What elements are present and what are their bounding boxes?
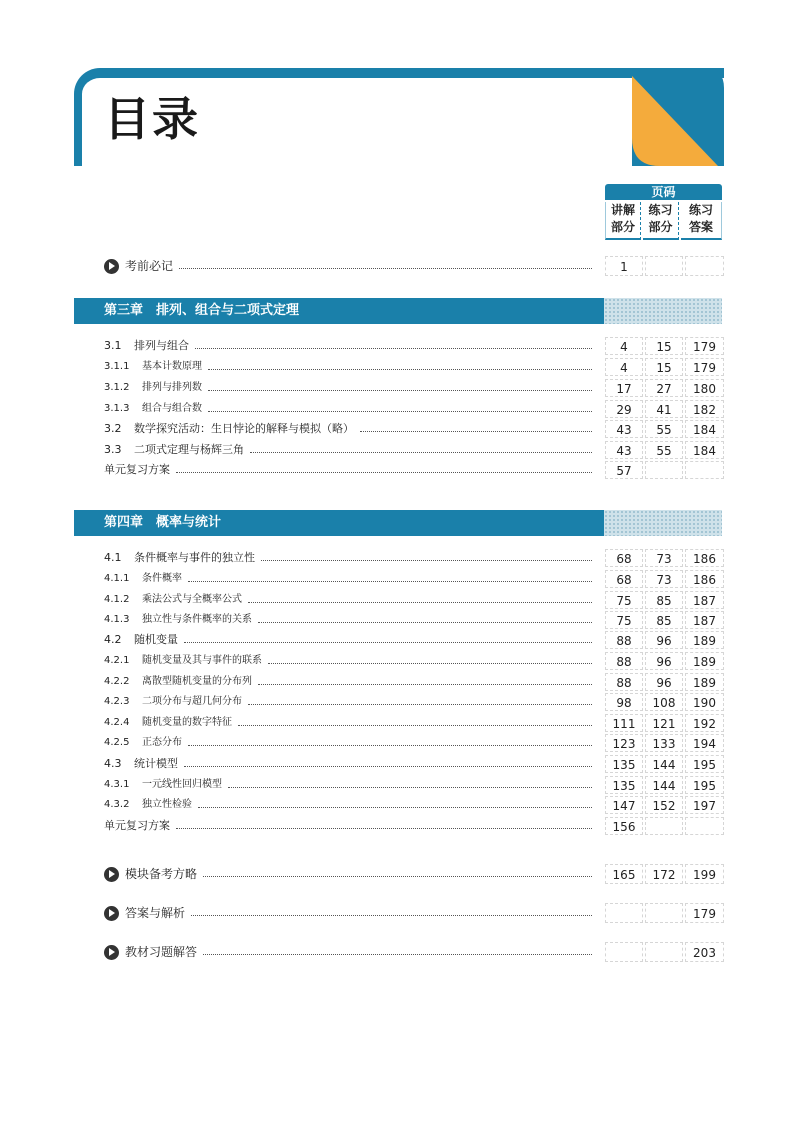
page-answer: 190: [685, 693, 724, 711]
toc-entry[interactable]: [104, 570, 722, 588]
toc-entry[interactable]: [104, 755, 722, 773]
toc-entry-label: 随机变量及其与事件的联系: [142, 655, 262, 666]
toc-entry-number: 4.3.2: [104, 799, 130, 810]
toc-entry[interactable]: [104, 358, 722, 376]
page-lecture: 4: [605, 358, 643, 376]
chapter-bar-3[interactable]: [74, 298, 722, 324]
page-practice: 73: [645, 549, 683, 567]
page-practice: 96: [645, 631, 683, 649]
toc-entry[interactable]: [104, 673, 722, 691]
page-answer: 189: [685, 631, 724, 649]
page-practice: 27: [645, 379, 683, 397]
toc-entry-label: 随机变量的数字特征: [142, 717, 232, 728]
toc-entry-number: 4.2.1: [104, 655, 130, 666]
page-practice: 108: [645, 693, 683, 711]
toc-entry[interactable]: [104, 734, 722, 752]
col-header-answers: 练习 答案: [681, 202, 722, 240]
toc-entry[interactable]: [104, 942, 722, 962]
page-practice: 144: [645, 776, 683, 794]
dot-leader: [261, 560, 592, 561]
page-lecture: [605, 903, 643, 923]
page-answer: 179: [685, 903, 724, 923]
dot-leader: [258, 622, 592, 623]
page-lecture: 88: [605, 631, 643, 649]
toc-entry[interactable]: [104, 714, 722, 732]
dot-leader: [179, 268, 592, 269]
page-practice: [645, 461, 683, 479]
page-answer: 189: [685, 673, 724, 691]
toc-entry-label: 教材习题解答: [125, 945, 198, 959]
dot-leader: [208, 390, 592, 391]
page-practice: 96: [645, 652, 683, 670]
page-lecture: 156: [605, 817, 643, 835]
page-answer: 182: [685, 400, 724, 418]
page-practice: [645, 942, 683, 962]
toc-entry[interactable]: [104, 817, 722, 835]
toc-entry-label: 正态分布: [142, 737, 182, 748]
col-header-lecture: 讲解 部分: [605, 202, 641, 240]
toc-entry[interactable]: [104, 379, 722, 397]
toc-entry-number: 4.2.5: [104, 737, 130, 748]
page-answer: 203: [685, 942, 724, 962]
toc-entry-number: 4.2.2: [104, 676, 130, 687]
page-answer: 187: [685, 611, 724, 629]
toc-entry-label: 基本计数原理: [142, 361, 202, 372]
page-lecture: 135: [605, 755, 643, 773]
page-answer: 184: [685, 441, 724, 459]
chapter-title: 第三章 排列、组合与二项式定理: [74, 298, 604, 324]
dot-leader: [184, 642, 592, 643]
dot-leader: [191, 915, 592, 916]
page-lecture: 68: [605, 549, 643, 567]
toc-entry-label: 一元线性回归模型: [142, 779, 222, 790]
toc-entry-label: 排列与排列数: [142, 382, 202, 393]
toc-entry-intro[interactable]: [104, 256, 722, 276]
toc-entry[interactable]: [104, 864, 722, 884]
toc-entry[interactable]: [104, 611, 722, 629]
page-lecture: 135: [605, 776, 643, 794]
page-practice: 144: [645, 755, 683, 773]
dot-leader: [258, 684, 592, 685]
col-header-practice: 练习 部分: [643, 202, 679, 240]
page-lecture: 147: [605, 796, 643, 814]
dot-leader: [203, 876, 592, 877]
page-answer: 195: [685, 755, 724, 773]
play-bullet-icon: [104, 945, 119, 960]
page-practice: [645, 817, 683, 835]
toc-entry-label: 统计模型: [134, 757, 178, 770]
toc-entry-label: 答案与解析: [125, 906, 186, 920]
dot-leader: [248, 704, 592, 705]
page-lecture: 4: [605, 337, 643, 355]
play-bullet-icon: [104, 906, 119, 921]
toc-entry-number: 4.1.1: [104, 573, 130, 584]
page-lecture: 98: [605, 693, 643, 711]
toc-entry-number: 4.1: [104, 551, 122, 564]
toc-entry-label: 数学探究活动：生日悖论的解释与模拟（略）: [134, 422, 354, 435]
page-answer: 179: [685, 337, 724, 355]
dot-leader: [268, 663, 592, 664]
dot-leader: [188, 581, 592, 582]
toc-entry[interactable]: [104, 903, 722, 923]
toc-entry-label: 考前必记: [125, 259, 174, 273]
toc-entry-label: 二项式定理与杨辉三角: [134, 443, 244, 456]
dot-leader: [203, 954, 592, 955]
page-answer: [685, 256, 724, 276]
toc-entry-number: 4.1.3: [104, 614, 130, 625]
toc-entry-label: 条件概率: [142, 573, 182, 584]
toc-entry-label: 乘法公式与全概率公式: [142, 594, 242, 605]
toc-entry-label: 单元复习方案: [104, 819, 170, 832]
toc-entry-number: 4.2.3: [104, 696, 130, 707]
dot-leader: [184, 766, 592, 767]
toc-entry-label: 排列与组合: [134, 339, 189, 352]
corner-decoration: [632, 68, 724, 166]
page-practice: 85: [645, 591, 683, 609]
toc-entry-number: 3.1.1: [104, 361, 130, 372]
page-answer: [685, 461, 724, 479]
toc-entry-label: 组合与组合数: [142, 403, 202, 414]
page-lecture: 17: [605, 379, 643, 397]
dot-leader: [176, 828, 592, 829]
dot-leader: [176, 472, 592, 473]
toc-entry-label: 离散型随机变量的分布列: [142, 676, 252, 687]
page-answer: 194: [685, 734, 724, 752]
chapter-pattern: [604, 298, 722, 324]
page-lecture: 29: [605, 400, 643, 418]
toc-entry[interactable]: [104, 337, 722, 355]
dot-leader: [360, 431, 592, 432]
chapter-bar-4[interactable]: [74, 510, 722, 536]
page-answer: 180: [685, 379, 724, 397]
chapter-pattern: [604, 510, 722, 536]
page-answer: 199: [685, 864, 724, 884]
toc-entry[interactable]: [104, 693, 722, 711]
page-answer: 189: [685, 652, 724, 670]
page-answer: 197: [685, 796, 724, 814]
page-lecture: [605, 942, 643, 962]
toc-entry[interactable]: [104, 549, 722, 567]
dot-leader: [228, 787, 592, 788]
page-lecture: 57: [605, 461, 643, 479]
toc-entry[interactable]: [104, 776, 722, 794]
dot-leader: [208, 411, 592, 412]
toc-entry-label: 独立性检验: [142, 799, 192, 810]
page-lecture: 88: [605, 673, 643, 691]
page-answer: 179: [685, 358, 724, 376]
toc-entry-number: 3.2: [104, 422, 122, 435]
page-practice: [645, 903, 683, 923]
play-bullet-icon: [104, 867, 119, 882]
page-lecture: 75: [605, 611, 643, 629]
dot-leader: [250, 452, 592, 453]
toc-entry-number: 4.3: [104, 757, 122, 770]
play-bullet-icon: [104, 259, 119, 274]
page-lecture: 1: [605, 256, 643, 276]
toc-entry-label: 二项分布与超几何分布: [142, 696, 242, 707]
page-column-header: 页码: [605, 184, 722, 200]
dot-leader: [195, 348, 592, 349]
dot-leader: [238, 725, 592, 726]
page-answer: 195: [685, 776, 724, 794]
page-lecture: 111: [605, 714, 643, 732]
page-practice: 15: [645, 337, 683, 355]
toc-entry[interactable]: [104, 420, 722, 438]
page-practice: 152: [645, 796, 683, 814]
page-answer: 186: [685, 570, 724, 588]
page-lecture: 123: [605, 734, 643, 752]
page-practice: 15: [645, 358, 683, 376]
toc-entry-number: 3.3: [104, 443, 122, 456]
toc-entry[interactable]: [104, 631, 722, 649]
toc-entry-number: 4.3.1: [104, 779, 130, 790]
page-practice: 172: [645, 864, 683, 884]
page-practice: 55: [645, 441, 683, 459]
toc-entry-label: 单元复习方案: [104, 463, 170, 476]
page-lecture: 43: [605, 420, 643, 438]
toc-entry[interactable]: [104, 400, 722, 418]
toc-entry[interactable]: [104, 796, 722, 814]
page-answer: 192: [685, 714, 724, 732]
page-lecture: 75: [605, 591, 643, 609]
toc-entry[interactable]: [104, 461, 722, 479]
toc-entry[interactable]: [104, 652, 722, 670]
page-lecture: 165: [605, 864, 643, 884]
chapter-title: 第四章 概率与统计: [74, 510, 604, 536]
page-answer: [685, 817, 724, 835]
toc-entry-number: 3.1.2: [104, 382, 130, 393]
page-practice: 73: [645, 570, 683, 588]
toc-entry-label: 独立性与条件概率的关系: [142, 614, 252, 625]
toc-entry-number: 4.2: [104, 633, 122, 646]
toc-entry-label: 模块备考方略: [125, 867, 198, 881]
toc-entry-label: 随机变量: [134, 633, 178, 646]
toc-entry[interactable]: [104, 591, 722, 609]
dot-leader: [188, 745, 592, 746]
page-lecture: 88: [605, 652, 643, 670]
toc-entry-number: 4.2.4: [104, 717, 130, 728]
toc-entry-number: 4.1.2: [104, 594, 130, 605]
page-lecture: 68: [605, 570, 643, 588]
toc-entry-label: 条件概率与事件的独立性: [134, 551, 255, 564]
dot-leader: [198, 807, 592, 808]
page-practice: 121: [645, 714, 683, 732]
page-practice: 41: [645, 400, 683, 418]
page-practice: 55: [645, 420, 683, 438]
page-practice: [645, 256, 683, 276]
page-practice: 133: [645, 734, 683, 752]
dot-leader: [248, 602, 592, 603]
toc-entry[interactable]: [104, 441, 722, 459]
page-answer: 184: [685, 420, 724, 438]
page-answer: 186: [685, 549, 724, 567]
toc-entry-number: 3.1.3: [104, 403, 130, 414]
page-lecture: 43: [605, 441, 643, 459]
page-practice: 85: [645, 611, 683, 629]
toc-entry-number: 3.1: [104, 339, 122, 352]
page-practice: 96: [645, 673, 683, 691]
dot-leader: [208, 369, 592, 370]
page-title: 目录: [104, 92, 200, 146]
page-answer: 187: [685, 591, 724, 609]
